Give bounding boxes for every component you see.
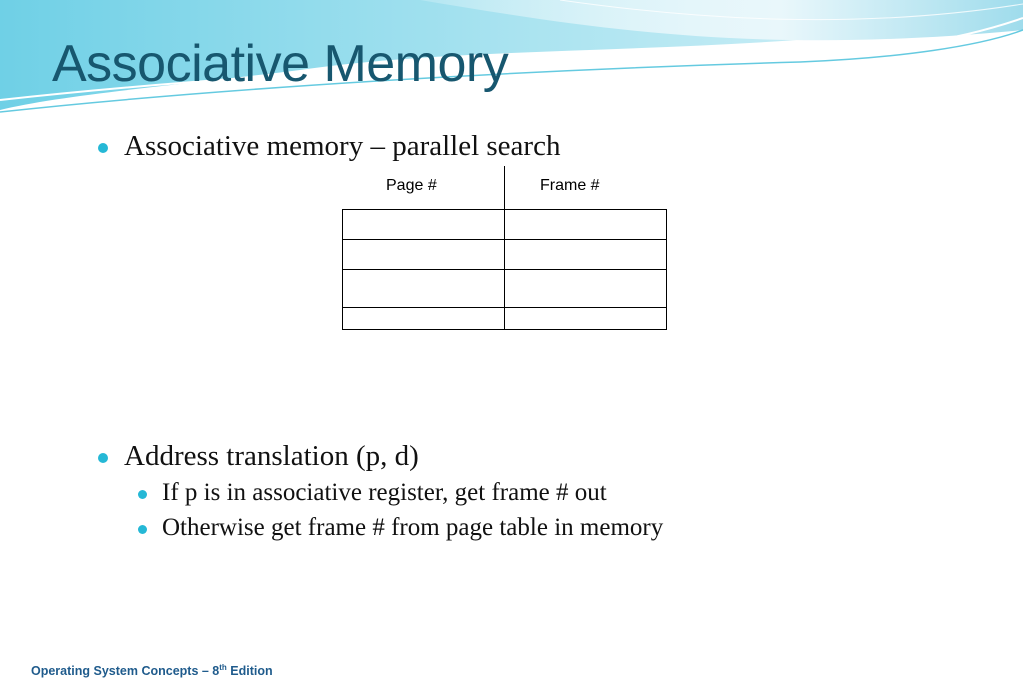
table-cell bbox=[343, 270, 505, 308]
column-divider bbox=[504, 166, 505, 210]
bullet-dot-icon bbox=[98, 453, 108, 463]
table-cell bbox=[343, 240, 505, 270]
table-header-page: Page # bbox=[386, 177, 437, 194]
bullet-dot-icon bbox=[138, 490, 147, 499]
table-cell bbox=[505, 270, 667, 308]
sub-bullet-text: If p is in associative register, get frame # out bbox=[162, 479, 607, 506]
slide-footer bbox=[31, 663, 273, 678]
bullet-text: Address translation (p, d) bbox=[124, 440, 419, 472]
bullet-dot-icon bbox=[138, 525, 147, 534]
sub-bullet-text: Otherwise get frame # from page table in memory bbox=[162, 514, 664, 541]
associative-memory-table bbox=[342, 209, 667, 330]
table-row bbox=[343, 210, 667, 240]
slide-title: Associative Memory bbox=[52, 35, 509, 93]
table-cell bbox=[505, 308, 667, 330]
footer-suffix: Edition bbox=[226, 664, 273, 679]
bullet-dot-icon bbox=[98, 143, 108, 153]
table-row bbox=[343, 308, 667, 330]
table-cell bbox=[505, 210, 667, 240]
table-row bbox=[343, 240, 667, 270]
table-cell bbox=[343, 210, 505, 240]
table-row bbox=[343, 270, 667, 308]
footer-prefix: Operating System Concepts – 8 bbox=[31, 664, 220, 679]
bullet-item bbox=[124, 130, 560, 163]
table-header-frame: Frame # bbox=[540, 177, 600, 194]
bullet-item bbox=[124, 440, 419, 473]
bullet-text: Associative memory – parallel search bbox=[124, 130, 561, 162]
sub-bullet-item bbox=[162, 479, 607, 507]
table-cell bbox=[343, 308, 505, 330]
table-cell bbox=[505, 240, 667, 270]
sub-bullet-item bbox=[162, 514, 663, 542]
footer-sup: th bbox=[219, 663, 227, 672]
